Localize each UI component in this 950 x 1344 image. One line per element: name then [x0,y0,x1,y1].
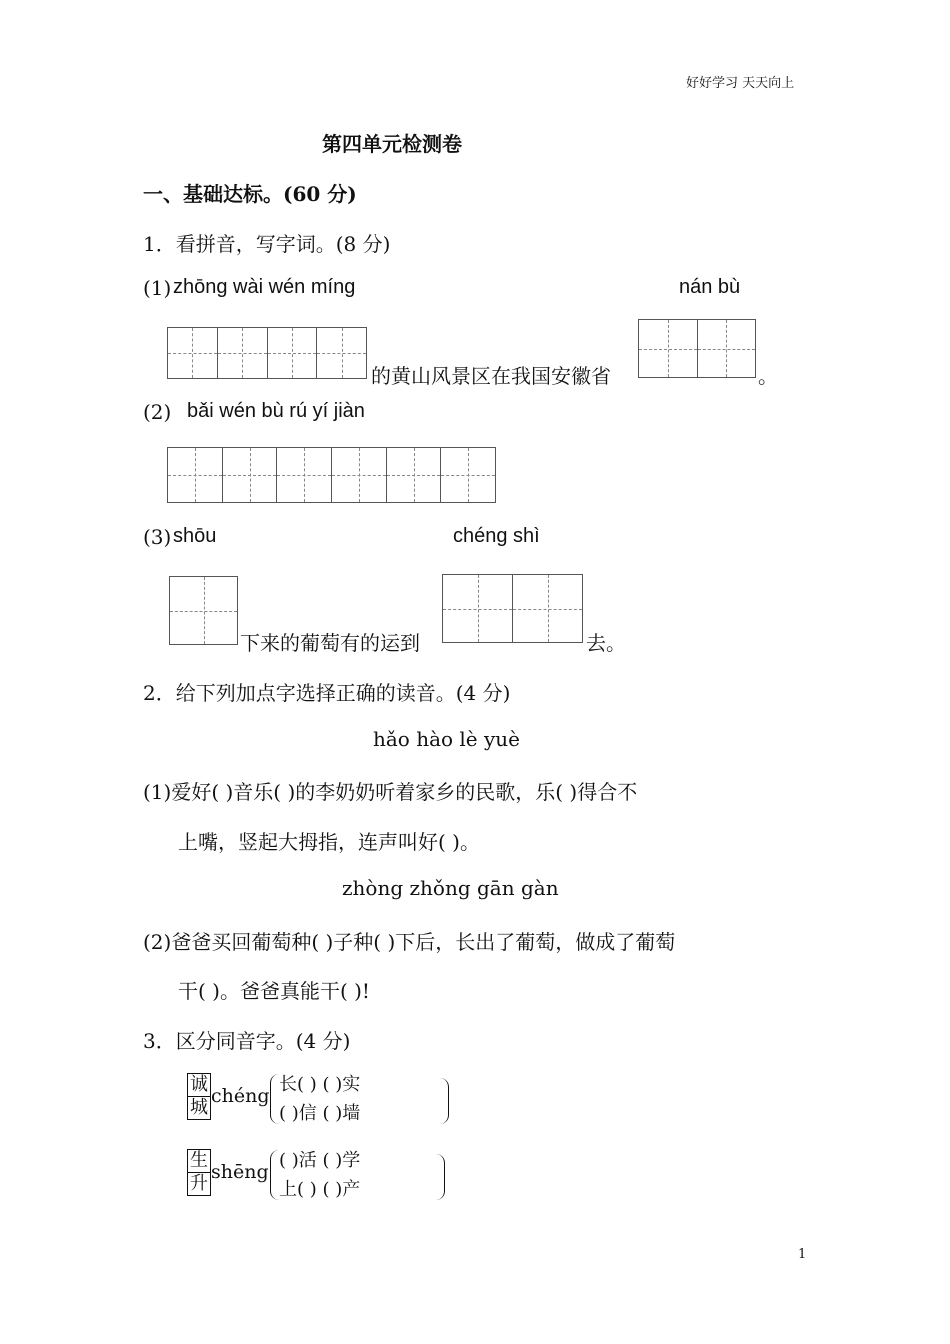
q3-g1-chars [187,1073,211,1120]
q3-g1-left-brace [270,1074,279,1124]
q2-options-1: hǎo hào lè yuè [373,727,521,751]
q2-line-2a: (2)爸爸买回葡萄种( )子种( )下后，长出了葡萄，做成了葡萄 [143,930,676,954]
q1-p1-grid-b[interactable] [638,319,756,378]
q1-p2-label: (2) [143,400,172,424]
q3-g1-char-1: 诚 [187,1073,211,1097]
q3-g2-row1: ( )活 ( )学 [279,1150,361,1171]
q3-g2-chars [187,1149,211,1196]
q1-p3-pinyin-a: shōu [173,525,217,547]
q3-g1-pinyin: chéng [211,1085,270,1107]
q3-g1-right-brace [440,1078,449,1124]
q2-line-1b: 上嘴，竖起大拇指，连声叫好( )。 [178,830,480,854]
q2-line-1a: (1)爱好( )音乐( )的李奶奶听着家乡的民歌，乐( )得合不 [143,780,638,804]
q1-p1-end: 。 [758,364,778,388]
page-title: 第四单元检测卷 [322,132,462,156]
q2-options-2: zhòng zhǒng gān gàn [342,876,559,900]
q1-p1-text: 的黄山风景区在我国安徽省 [371,364,611,388]
q1-p3-pinyin-b: chéng shì [453,525,540,547]
page-number: 1 [798,1247,807,1262]
q1-p1-pinyin-a: zhōng wài wén míng [173,276,356,298]
q3-heading: 3．区分同音字。(4 分) [143,1029,351,1053]
q1-p2-pinyin: bǎi wén bù rú yí jiàn [187,400,365,422]
q1-p1-pinyin-b: nán bù [679,276,741,298]
q3-g2-char-2: 升 [187,1173,211,1196]
q3-g2-row2: 上( ) ( )产 [279,1179,361,1200]
q1-p3-end: 去。 [586,631,626,655]
q1-p1-label: (1) [143,276,172,300]
q1-p3-label: (3) [143,525,172,549]
q2-line-2b: 干( )。爸爸真能干( )! [178,979,370,1003]
q1-p3-text: 下来的葡萄有的运到 [240,631,420,655]
q1-p2-grid[interactable] [167,447,496,503]
q3-g1-row2: ( )信 ( )墙 [279,1103,361,1124]
q1-p3-grid-b[interactable] [442,574,583,643]
q3-g1-row1: 长( ) ( )实 [279,1074,361,1095]
q1-heading: 1．看拼音，写字词。(8 分) [143,232,391,256]
q3-g1-char-2: 城 [187,1097,211,1120]
q3-g2-left-brace [270,1150,279,1200]
q3-g2-pinyin: shēng [211,1161,269,1183]
q1-p3-grid-a[interactable] [169,576,238,645]
q1-p1-grid-a[interactable] [167,327,367,379]
q3-g2-right-brace [436,1154,445,1200]
header-motto: 好好学习 天天向上 [686,76,795,91]
q2-heading: 2．给下列加点字选择正确的读音。(4 分) [143,681,511,705]
section1-heading: 一、基础达标。(60 分) [143,182,357,206]
q3-g2-char-1: 生 [187,1149,211,1173]
